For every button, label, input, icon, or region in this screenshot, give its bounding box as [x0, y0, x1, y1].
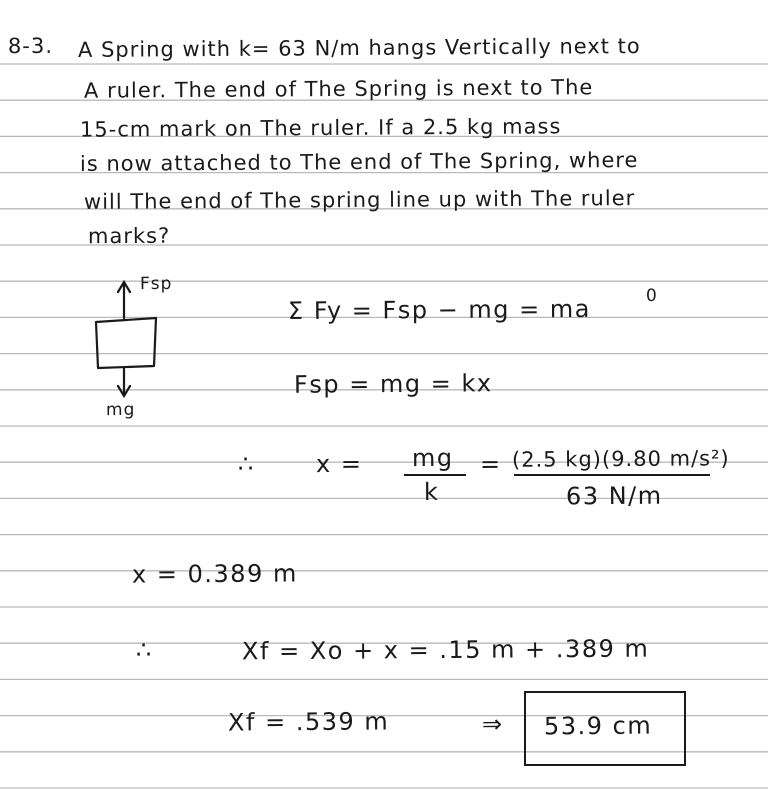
therefore-symbol-1: ∴	[237, 449, 255, 479]
implies-arrow: ⇒	[481, 709, 504, 739]
therefore-symbol-2: ∴	[135, 635, 153, 665]
displacement-result: x = 0.389 m	[131, 559, 298, 589]
fraction-2-numerator: (2.5 kg)(9.80 m/s²)	[511, 446, 730, 472]
final-position-result: Xf = .539 m	[227, 707, 390, 737]
problem-line-4: is now attached to The end of The Spring, where	[79, 148, 639, 176]
force-up-arrow	[118, 282, 130, 318]
force-up-label: Fsp	[139, 273, 173, 295]
fraction-1-numerator: mg	[411, 443, 454, 473]
mass-block	[96, 318, 156, 368]
x-equals: x =	[315, 449, 363, 479]
sum-forces-equation: Σ Fy = Fsp − mg = ma	[287, 294, 592, 326]
problem-line-1: A Spring with k= 63 N/m hangs Vertically next to	[77, 34, 641, 62]
force-down-label: mg	[105, 399, 136, 421]
acceleration-zero: 0	[645, 285, 658, 307]
problem-number: 8-3.	[7, 33, 54, 59]
final-answer: 53.9 cm	[543, 711, 653, 741]
problem-line-3: 15-cm mark on The ruler. If a 2.5 kg mass	[79, 114, 562, 142]
final-position-equation: Xf = Xo + x = .15 m + .389 m	[241, 634, 650, 666]
fraction-1-denominator: k	[423, 477, 440, 507]
problem-line-2: A ruler. The end of The Spring is next to The	[83, 75, 594, 103]
force-down-arrow	[118, 368, 130, 396]
equals-sign: =	[479, 449, 502, 479]
force-equality: Fsp = mg = kx	[293, 369, 493, 399]
problem-line-5: will The end of The spring line up with The ruler	[83, 186, 636, 214]
fraction-2-bar	[514, 474, 710, 476]
fraction-1-bar	[404, 474, 466, 476]
fraction-2-denominator: 63 N/m	[565, 481, 663, 511]
problem-line-6: marks?	[87, 223, 171, 249]
